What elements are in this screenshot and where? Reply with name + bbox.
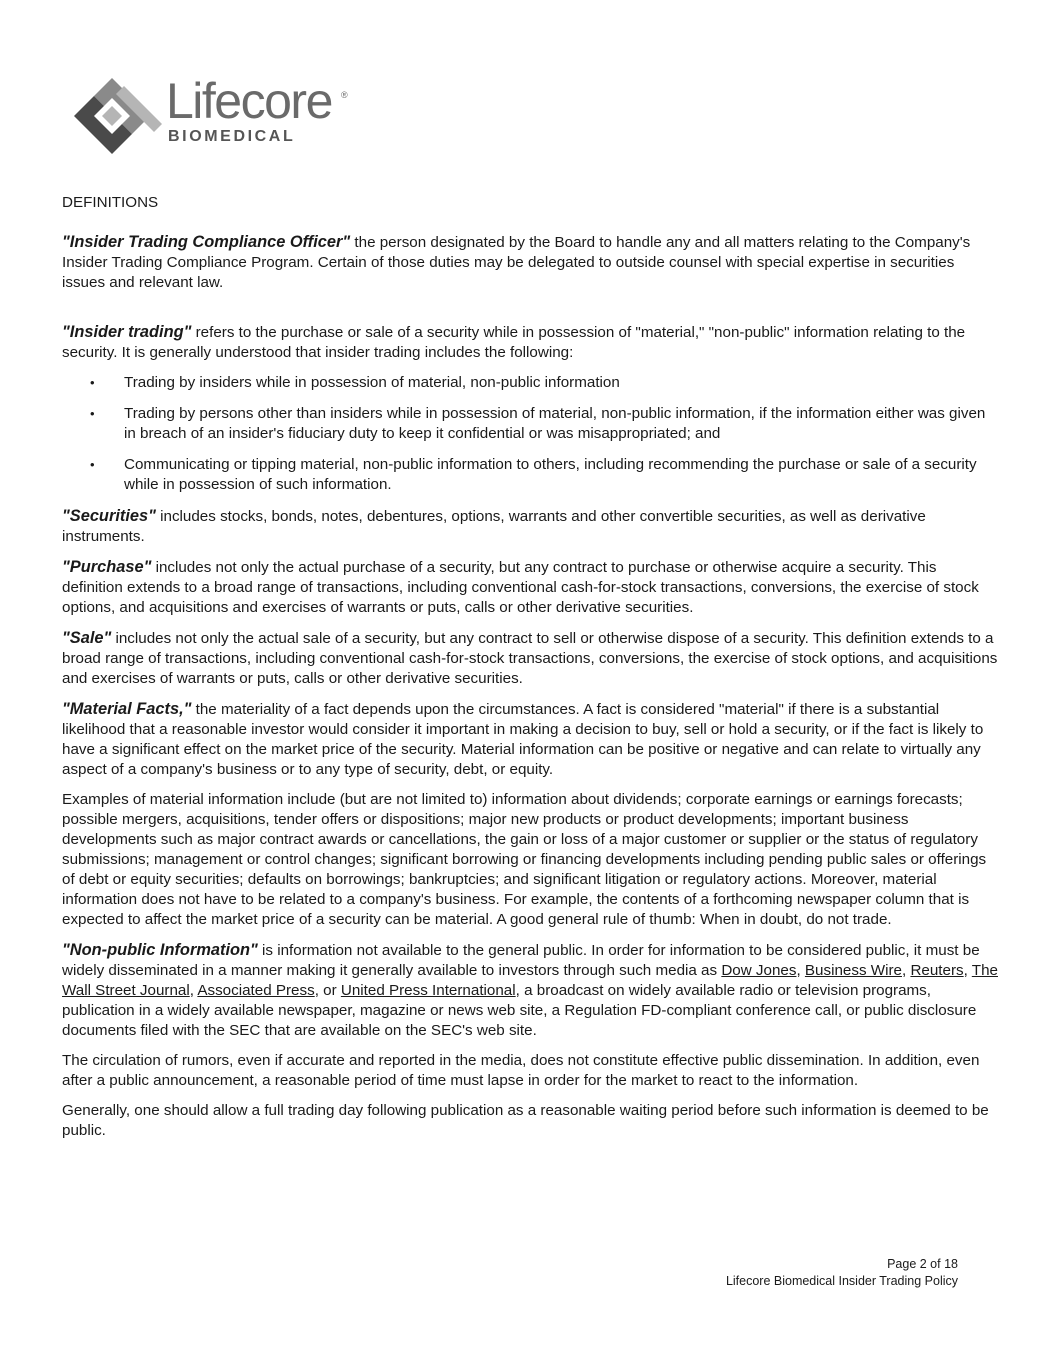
logo-subtitle: BIOMEDICAL <box>168 128 296 145</box>
media-wall-street-journal: The Wall Street Journal <box>62 962 998 999</box>
media-reuters: Reuters <box>910 962 964 979</box>
definition-text: the person designated by the Board to handle any and all matters relating to the Company's Insider Trading Compliance Program. Certain of those duties may be delegated to outside counsel with special expertise in securities issues and relevant law. <box>62 234 971 291</box>
insider-trading-list <box>62 373 998 495</box>
company-logo <box>74 73 364 156</box>
term: "Non-public Information" <box>62 941 258 959</box>
term: "Sale" <box>62 629 112 647</box>
registered-mark: ® <box>341 90 348 100</box>
diamond-logo-icon <box>74 78 164 154</box>
definition-text: includes stocks, bonds, notes, debentures, options, warrants and other convertible securities, as well as derivative instruments. <box>62 508 926 545</box>
material-examples: Examples of material information include (but are not limited to) information about dividends; corporate earnings or earnings forecasts; possible mergers, acquisitions, tender offers or dispositions; major new products or product developments; important business developments such as major contract awards or cancellations, the gain or loss of a major customer or supplier or the status of regulatory submissions; management or control changes; significant borrowing or financing developments including pending public sales or offerings of debt or equity securities; defaults on borrowings; bankruptcies; and significant litigation or regulatory actions. Moreover, material information does not have to be related to a company's business. For example, the contents of a forthcoming newspaper column that is expected to affect the market price of a security can be material. A good general rule of thumb: When in doubt, do not trade. <box>62 791 987 928</box>
media-associated-press: Associated Press <box>197 982 315 999</box>
page-number: Page 2 of 18 <box>887 1257 958 1271</box>
bullet-icon: • <box>90 457 95 472</box>
bullet-icon: • <box>90 406 95 421</box>
document-body <box>62 193 998 1141</box>
document-title: Lifecore Biomedical Insider Trading Policy <box>725 1274 958 1288</box>
definition-material-facts <box>62 699 998 780</box>
definition-purchase <box>62 557 998 618</box>
definition-text: the materiality of a fact depends upon the circumstances. A fact is considered "material" if there is a substantial likelihood that a reasonable investor would consider it important in making a decision to buy, sell or hold a security, or if the fact is likely to have a significant effect on the market price of the security. Material information can be positive or negative and can relate to virtually any aspect of a company's business or to any type of security, debt, or equity. <box>62 701 984 778</box>
definition-non-public: "Non-public Information" is information not available to the general public. In order for information to be considered public, it must be widely disseminated in a manner making it generally available to investors through such media as Dow Jones, Business Wire, Reuters, The Wall Street Journal, Associated Press, or United Press International, a broadcast on widely available radio or television programs, publication in a widely available newspaper, magazine or news web site, a Regulation FD-compliant conference call, or public disclosure documents filed with the SEC that are available on the SEC's web site. <box>62 941 998 1039</box>
waiting-period-paragraph: Generally, one should allow a full trading day following publication as a reasonable waiting period before such information is deemed to be public. <box>62 1102 989 1139</box>
definition-insider-trading <box>62 322 998 363</box>
definition-text: refers to the purchase or sale of a security while in possession of "material," "non-public" information relating to the security. It is generally understood that insider trading includes the following: <box>62 324 966 361</box>
section-heading: DEFINITIONS <box>62 194 159 211</box>
definition-securities <box>62 506 998 547</box>
definition-compliance-officer <box>62 232 998 293</box>
media-upi: United Press International <box>340 982 516 999</box>
bullet-icon: • <box>90 375 95 390</box>
list-item: • Trading by insiders while in possession of material, non-public information <box>90 374 620 391</box>
term: "Securities" <box>62 507 156 525</box>
rumors-paragraph: The circulation of rumors, even if accurate and reported in the media, does not constitute effective public dissemination. In addition, even after a public announcement, a reasonable period of time must lapse in order for the market to react to the information. <box>62 1052 980 1089</box>
page-footer <box>726 1256 958 1290</box>
term: "Material Facts," <box>62 700 192 718</box>
term: "Purchase" <box>62 558 152 576</box>
media-business-wire: Business Wire <box>804 962 902 979</box>
list-item: • Communicating or tipping material, non-public information to others, including recommending the purchase or sale of a security while in possession of such information. <box>90 456 977 493</box>
media-dow-jones: Dow Jones <box>721 962 797 979</box>
definition-text: includes not only the actual sale of a security, but any contract to sell or otherwise dispose of a security. This definition extends to a broad range of transactions, including conventional cash-for-stock transactions, conversions, the exercise of stock options, and acquisitions and exercises of warrants or puts, calls or other derivative securities. <box>62 630 998 687</box>
term: "Insider trading" <box>62 323 192 341</box>
term: "Insider Trading Compliance Officer" <box>62 233 351 251</box>
list-item: • Trading by persons other than insiders while in possession of material, non-public information, if the information either was given in breach of an insider's fiduciary duty to keep it confidential or was misappropriated; and <box>90 405 986 442</box>
definition-sale <box>62 628 998 689</box>
logo-wordmark: Lifecore <box>166 73 332 129</box>
definition-text: includes not only the actual purchase of a security, but any contract to purchase or otherwise acquire a security. This definition extends to a broad range of transactions, including conventional cash-for-stock transactions, conversions, the exercise of stock options, and acquisitions and exercises of warrants or puts, calls or other derivative securities. <box>62 559 979 616</box>
